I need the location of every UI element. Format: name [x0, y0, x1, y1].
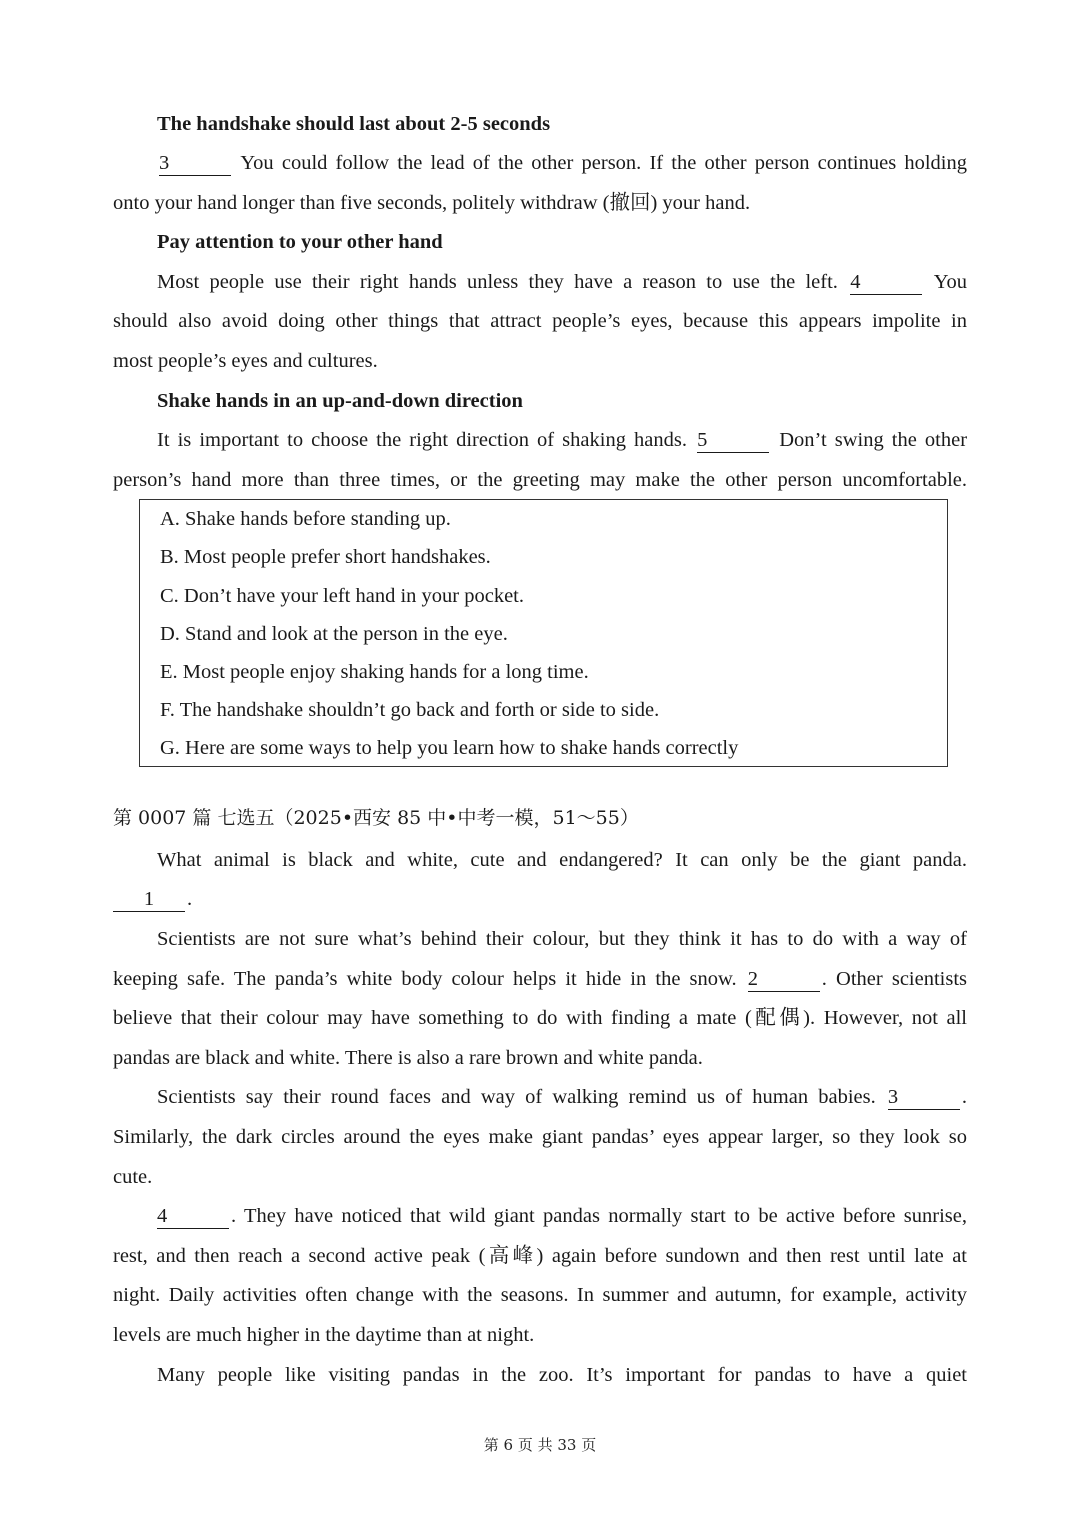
paragraph-line: [113, 965, 967, 993]
option-g: G. Here are some ways to help you learn how to shake hands correctly: [160, 737, 739, 759]
answer-blank: 4: [157, 1204, 229, 1229]
text: Don’t swing the other: [779, 429, 968, 451]
paragraph-line: pandas are black and white. There is also a rare brown and white panda.: [113, 1047, 703, 1069]
answer-blank: 5: [697, 428, 769, 453]
paragraph-line: Similarly, the dark circles around the eyes make giant pandas’ eyes appear larger, so they look so: [113, 1126, 967, 1148]
paragraph-line: What animal is black and white, cute and endangered? It can only be the giant panda.: [157, 849, 967, 871]
heading-direction: Shake hands in an up-and-down direction: [157, 390, 523, 412]
option-d: D. Stand and look at the person in the eye.: [160, 623, 508, 645]
paragraph-line: cute.: [113, 1166, 153, 1188]
paragraph-line: person’s hand more than three times, or the greeting may make the other person uncomfortable.: [113, 469, 967, 491]
text: Scientists say their round faces and way of walking remind us of human babies.: [157, 1086, 876, 1108]
text: . Other scientists: [821, 968, 968, 990]
text: Most people use their right hands unless they have a reason to use the left.: [157, 271, 838, 293]
option-b: B. Most people prefer short handshakes.: [160, 546, 491, 568]
paragraph-line: [113, 885, 967, 913]
option-f: F. The handshake shouldn’t go back and forth or side to side.: [160, 699, 660, 721]
options-box: [139, 499, 948, 767]
option-e: E. Most people enjoy shaking hands for a long time.: [160, 661, 589, 683]
text: . They have noticed that wild giant pandas normally start to be active before sunrise,: [231, 1205, 967, 1227]
option-c: C. Don’t have your left hand in your pocket.: [160, 585, 524, 607]
paragraph-line: [157, 268, 967, 296]
paragraph-line: should also avoid doing other things that attract people’s eyes, because this appears impolite in: [113, 310, 967, 332]
paragraph-line: levels are much higher in the daytime than at night.: [113, 1324, 535, 1346]
text: .: [187, 888, 193, 910]
answer-blank: 2: [748, 967, 820, 992]
paragraph-line: [157, 1202, 967, 1230]
heading-other-hand: Pay attention to your other hand: [157, 231, 443, 253]
paragraph-line: rest, and then reach a second active peak (高峰) again before sundown and then rest until late at: [113, 1245, 967, 1267]
section-title: 第 0007 篇 七选五（2025•西安 85 中•中考一模，51～55）: [113, 807, 639, 829]
option-a: A. Shake hands before standing up.: [160, 508, 451, 530]
paragraph-line: Many people like visiting pandas in the zoo. It’s important for pandas to have a quiet: [157, 1364, 967, 1386]
paragraph-line: [157, 149, 967, 177]
text: You: [933, 271, 967, 293]
paragraph-line: onto your hand longer than five seconds, politely withdraw (撤回) your hand.: [113, 192, 751, 214]
paragraph-line: believe that their colour may have something to do with finding a mate (配偶). However, not all: [113, 1007, 967, 1029]
text: It is important to choose the right direction of shaking hands.: [157, 429, 687, 451]
answer-blank: 4: [850, 270, 922, 295]
paragraph-line: [157, 426, 967, 454]
paragraph-line: Scientists are not sure what’s behind their colour, but they think it has to do with a way of: [157, 928, 967, 950]
text: .: [961, 1086, 967, 1108]
text: You could follow the lead of the other person. If the other person continues holding: [240, 152, 967, 174]
answer-blank: 3: [159, 151, 231, 176]
paragraph-line: [157, 1083, 967, 1111]
answer-blank: 1: [113, 887, 185, 912]
paragraph-line: night. Daily activities often change with the seasons. In summer and autumn, for example, activity: [113, 1284, 967, 1306]
paragraph-line: most people’s eyes and cultures.: [113, 350, 378, 372]
answer-blank: 3: [888, 1085, 960, 1110]
text: keeping safe. The panda’s white body colour helps it hide in the snow.: [113, 968, 737, 990]
page-footer: 第 6 页 共 33 页: [483, 1436, 597, 1454]
heading-handshake-duration: The handshake should last about 2-5 seconds: [157, 113, 551, 135]
